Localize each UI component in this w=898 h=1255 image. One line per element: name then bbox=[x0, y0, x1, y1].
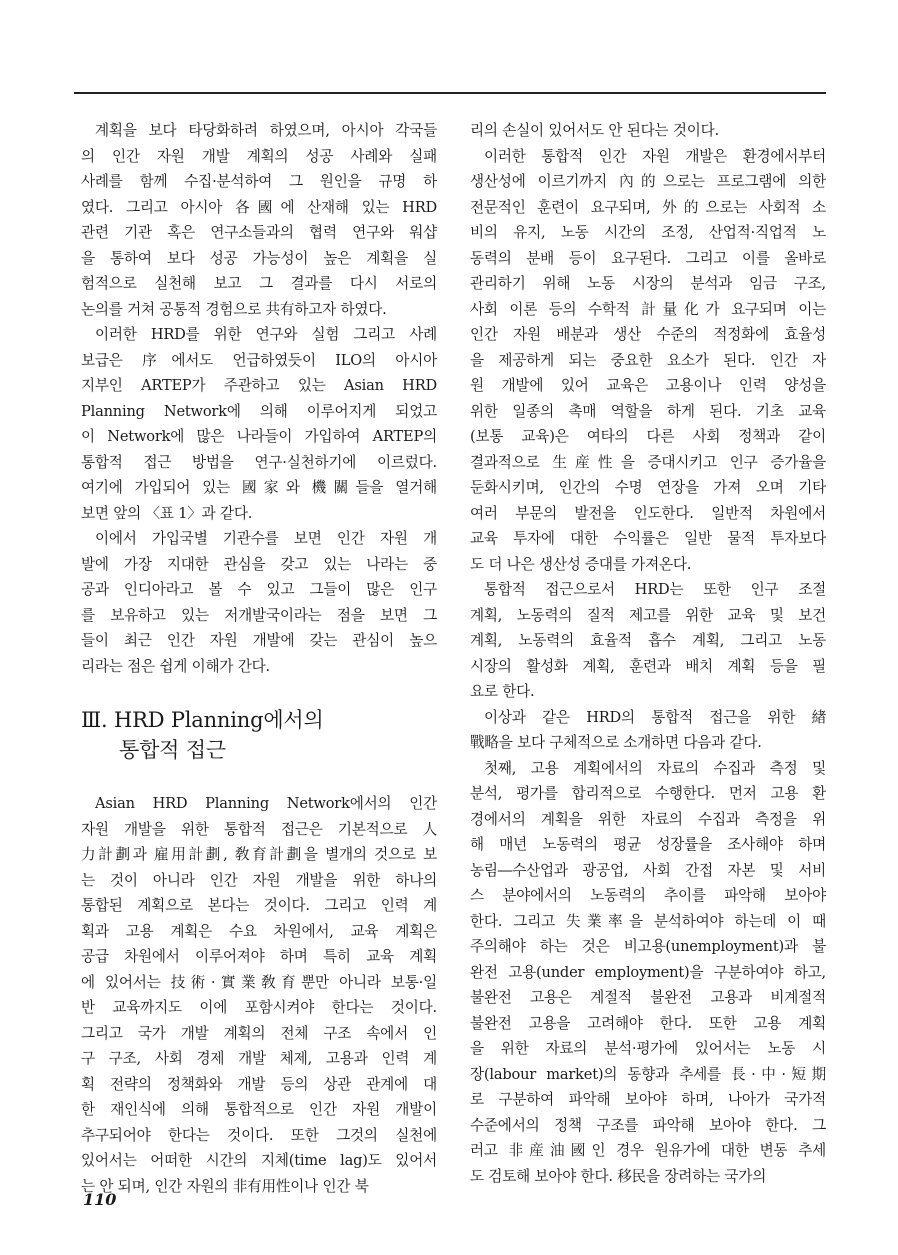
text-line: 그리고 국가 개발 계획의 전체 구조 속에서 인 bbox=[81, 1024, 437, 1042]
text-line: 결과적으로 生産性을 증대시키고 인구 증가율을 bbox=[470, 453, 826, 471]
section-heading-line: Ⅲ. HRD Planning에서의 bbox=[81, 708, 324, 732]
text-line: 해 매년 노동력의 평균 성장률을 조사해야 하며 bbox=[470, 836, 826, 853]
text-line: 불완전 고용은 계절적 불완전 고용과 비계절적 bbox=[470, 989, 826, 1006]
right-column bbox=[470, 118, 826, 1189]
text-line: 동력의 분배 등이 요구된다. 그리고 이를 올바로 bbox=[470, 249, 826, 267]
left-column bbox=[81, 118, 437, 1199]
text-line: 둔화시키며, 인간의 수명 연장을 가져 오며 기타 bbox=[470, 479, 826, 496]
text-line: 力計劃과 雇用計劃, 敎育計劃을 별개의 것으로 보 bbox=[81, 846, 437, 863]
text-line: 경에서의 계획을 위한 자료의 수집과 측정을 위 bbox=[470, 810, 826, 828]
text-line: 한 재인식에 의해 통합적으로 인간 자원 개발이 bbox=[81, 1101, 437, 1118]
text-line: 공급 차원에서 이루어져야 하며 특히 교육 계획 bbox=[81, 948, 437, 965]
paragraph bbox=[470, 144, 826, 578]
text-line: 주의해야 하는 것은 비고용(unemployment)과 불 bbox=[470, 938, 826, 955]
text-line: 통합적 접근으로서 HRD는 또한 인구 조절 bbox=[484, 581, 826, 598]
text-line: 위한 일종의 촉매 역할을 하게 된다. 기초 교육 bbox=[470, 402, 826, 420]
text-line: 추구되어야 한다는 것이다. 또한 그것의 실천에 bbox=[81, 1126, 437, 1144]
text-line: 이러한 통합적 인간 자원 개발은 환경에서부터 bbox=[484, 147, 826, 165]
text-line: 비의 유지, 노동 시간의 조정, 산업적·직업적 노 bbox=[470, 224, 826, 241]
text-line: 획과 고용 계획은 수요 차원에서, 교육 계획은 bbox=[81, 922, 437, 940]
text-line: 농림―수산업과 광공업, 사회 간접 자본 및 서비 bbox=[470, 861, 826, 879]
text-line: 시장의 활성화 계획, 훈련과 배치 계획 등을 필 bbox=[470, 657, 826, 675]
text-line: 는 것이 아니라 인간 자원 개발을 위한 하나의 bbox=[81, 871, 437, 889]
text-line: 공과 인디아라고 볼 수 있고 그들이 많은 인구 bbox=[81, 581, 437, 598]
text-line: 발에 가장 지대한 관심을 갖고 있는 나라는 중 bbox=[81, 555, 437, 573]
text-line: 러고 非産油國인 경우 원유가에 대한 변동 추세 bbox=[470, 1142, 826, 1159]
text-line: Planning Network에 의해 이루어지게 되었고 bbox=[81, 402, 437, 420]
text-line: 전문적인 훈련이 요구되며, 外的으로는 사회적 소 bbox=[470, 198, 826, 216]
text-line: 이 Network에 많은 나라들이 가입하여 ARTEP의 bbox=[81, 428, 437, 445]
text-line: 의 인간 자원 개발 계획의 성공 사례와 실패 bbox=[81, 147, 437, 165]
text-line: 이상과 같은 HRD의 통합적 접근을 위한 緖 bbox=[484, 708, 826, 726]
text-line: 요로 한다. bbox=[470, 683, 535, 700]
text-line: Asian HRD Planning Network에서의 인간 bbox=[95, 795, 437, 812]
text-line: 있어서는 어떠한 시간의 지체(time lag)도 있어서 bbox=[81, 1152, 437, 1169]
text-line: 원 개발에 있어 교육은 고용이나 인력 양성을 bbox=[470, 377, 826, 394]
text-line: 관련 기관 혹은 연구소들과의 협력 연구와 워샵 bbox=[81, 224, 437, 241]
text-line: 관리하기 위해 노동 시장의 분석과 임금 구조, bbox=[470, 275, 826, 292]
text-line: 논의를 거쳐 공통적 경험으로 共有하고자 하였다. bbox=[81, 300, 387, 318]
text-line: 이에서 가입국별 기관수를 보면 인간 자원 개 bbox=[95, 530, 437, 547]
paragraph bbox=[470, 705, 826, 756]
section-heading-line: 통합적 접근 bbox=[119, 738, 226, 762]
text-line: 통합적 접근 방법을 연구·실천하기에 이르렀다. bbox=[81, 453, 437, 471]
text-line: 로 구분하여 파악해 보아야 하며, 나아가 국가적 bbox=[470, 1091, 826, 1108]
text-line: 자원 개발을 위한 통합적 접근은 기본적으로 人 bbox=[81, 820, 437, 838]
text-line: 들이 최근 인간 자원 개발에 갖는 관심이 높으 bbox=[81, 632, 437, 649]
text-line: (보통 교육)은 여타의 다른 사회 정책과 같이 bbox=[470, 428, 826, 445]
text-line: 여기에 가입되어 있는 國家와 機關들을 열거해 bbox=[81, 479, 437, 496]
paragraph bbox=[470, 118, 826, 144]
text-line: 계획을 보다 타당화하려 하였으며, 아시아 각국들 bbox=[95, 122, 437, 139]
paragraph bbox=[81, 118, 437, 322]
text-line: 분석, 평가를 합리적으로 수행한다. 먼저 고용 환 bbox=[470, 785, 826, 802]
text-line: 였다. 그리고 아시아 各國에 산재해 있는 HRD bbox=[81, 198, 437, 216]
paragraph bbox=[81, 322, 437, 526]
top-rule bbox=[74, 92, 826, 94]
text-line: 이러한 HRD를 위한 연구와 실험 그리고 사례 bbox=[95, 326, 437, 343]
text-line: 인간 자원 배분과 생산 수준의 적정화에 효율성 bbox=[470, 326, 826, 343]
text-line: 완전 고용(under employment)을 구분하여야 하고, bbox=[470, 963, 826, 981]
text-line: 을 통하여 보다 성공 가능성이 높은 계획을 실 bbox=[81, 249, 437, 267]
text-line: 장(labour market)의 동향과 추세를 長·中·短期 bbox=[470, 1065, 826, 1083]
text-line: 험적으로 실천해 보고 그 결과를 다시 서로의 bbox=[81, 275, 437, 292]
text-line: 스 분야에서의 노동력의 추이를 파악해 보아야 bbox=[470, 887, 826, 904]
text-line: 보면 앞의 〈표 1〉과 같다. bbox=[81, 504, 253, 522]
paragraph bbox=[470, 577, 826, 705]
text-line: 한다. 그리고 失業率을 분석하여야 하는데 이 때 bbox=[470, 912, 826, 930]
page-number: 110 bbox=[83, 1190, 117, 1209]
text-line: 획 전략의 정책화와 개발 등의 상관 관계에 대 bbox=[81, 1075, 437, 1093]
paragraph bbox=[81, 526, 437, 679]
section-heading bbox=[81, 705, 437, 765]
text-line: 첫째, 고용 계획에서의 자료의 수집과 측정 및 bbox=[484, 759, 826, 777]
text-line: 구 구조, 사회 경제 개발 체제, 고용과 인력 계 bbox=[81, 1050, 437, 1067]
text-line: 보급은 序에서도 언급하였듯이 ILO의 아시아 bbox=[81, 351, 437, 369]
text-line: 계획, 노동력의 효율적 흡수 계획, 그리고 노동 bbox=[470, 632, 826, 649]
text-line: 통합된 계획으로 본다는 것이다. 그리고 인력 계 bbox=[81, 897, 437, 914]
text-line: 리라는 점은 쉽게 이해가 간다. bbox=[81, 657, 270, 675]
paragraph bbox=[81, 791, 437, 1199]
text-line: 지부인 ARTEP가 주관하고 있는 Asian HRD bbox=[81, 377, 437, 394]
text-line: 여러 부문의 발전을 인도한다. 일반적 차원에서 bbox=[470, 504, 826, 522]
text-line: 를 보유하고 있는 저개발국이라는 점을 보면 그 bbox=[81, 606, 437, 624]
text-line: 계획, 노동력의 질적 제고를 위한 교육 및 보건 bbox=[470, 606, 826, 624]
text-line: 에 있어서는 技術·實業敎育뿐만 아니라 보통·일 bbox=[81, 973, 437, 991]
text-line: 도 검토해 보아야 한다. 移民을 장려하는 국가의 bbox=[470, 1167, 767, 1185]
text-line: 수준에서의 정책 구조를 파악해 보아야 한다. 그 bbox=[470, 1116, 826, 1134]
text-line: 을 위한 자료의 분석·평가에 있어서는 노동 시 bbox=[470, 1040, 826, 1057]
text-line: 사회 이론 등의 수학적 計量化가 요구되며 이는 bbox=[470, 300, 826, 318]
text-line: 리의 손실이 있어서도 안 된다는 것이다. bbox=[470, 122, 719, 139]
text-line: 생산성에 이르기까지 內的으로는 프로그램에 의한 bbox=[470, 173, 826, 190]
text-line: 도 더 나은 생산성 증대를 가져온다. bbox=[470, 555, 692, 573]
text-line: 戰略을 보다 구체적으로 소개하면 다음과 같다. bbox=[470, 734, 762, 751]
text-line: 불완전 고용을 고려해야 한다. 또한 고용 계획 bbox=[470, 1014, 826, 1032]
text-line: 을 제공하게 되는 중요한 요소가 된다. 인간 자 bbox=[470, 351, 826, 369]
text-line: 교육 투자에 대한 수익률은 일반 물적 투자보다 bbox=[470, 530, 826, 547]
paragraph bbox=[470, 756, 826, 1190]
text-line: 반 교육까지도 이에 포함시켜야 한다는 것이다. bbox=[81, 999, 437, 1016]
text-line: 사례를 함께 수집·분석하여 그 원인을 규명 하 bbox=[81, 173, 437, 190]
text-line: 는 안 되며, 인간 자원의 非有用性이나 인간 북 bbox=[81, 1177, 369, 1195]
